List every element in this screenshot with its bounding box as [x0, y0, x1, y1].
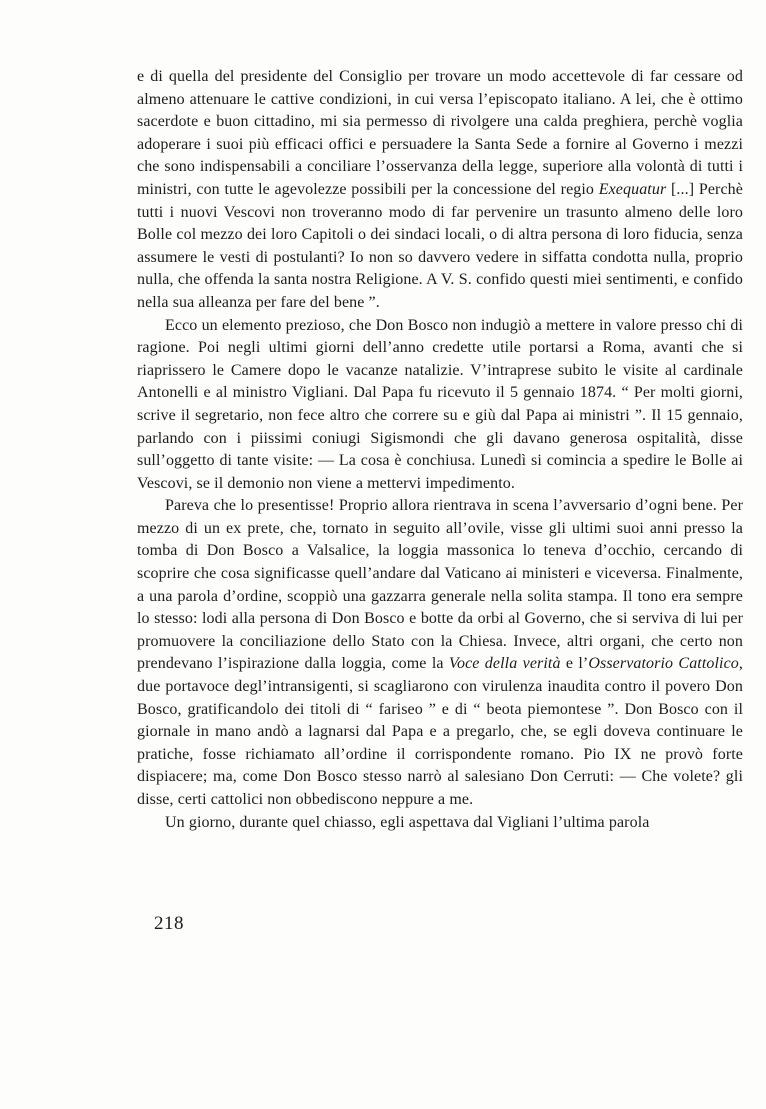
paragraph — [137, 315, 743, 496]
page-text — [137, 66, 743, 834]
page-number: 218 — [154, 913, 184, 934]
paragraph — [137, 495, 743, 811]
italic-text-run: Exequatur — [598, 180, 667, 198]
text-run: , due portavoce degl’intransigenti, si scagliarono con virulenza inaudita contro il povero Don Bosco, gratificandolo dei titoli di “ fariseo ” e di “ beota piemontese ”. Don Bosco con il giornale in mano andò a lagnarsi dal Papa e a pregarlo, che, se egli doveva continuare le pratiche, fosse richiamato all’ordine il corrispondente romano. Pio IX ne provò forte dispiacere; ma, come Don Bosco stesso narrò al salesiano Don Cerruti: — Che volete? gli disse, certi cattolici non obbediscono neppure a me. — [137, 655, 743, 808]
italic-text-run: Osservatorio Cattolico — [588, 655, 739, 673]
text-run: [...] Perchè tutti i nuovi Vescovi non troveranno modo di far pervenire un trasunto almeno delle loro Bolle col mezzo dei loro Capitoli o dei sindaci locali, o di altra persona di loro fiducia, senza assumere le vesti di postulanti? Io non so davvero vedere in siffatta condotta nulla, proprio nulla, che offenda la santa nostra Religione. A V. S. confido questi miei sentimenti, e confido nella sua alleanza per fare del bene ”. — [137, 180, 743, 311]
text-run: Pareva che lo presentisse! Proprio allora rientrava in scena l’avversario d’ogni bene. Per mezzo di un ex prete, che, tornato in seguito all’ovile, visse gli ultimi suoi anni presso la tomba di Don Bosco a Valsalice, la loggia massonica lo teneva d’occhio, cercando di scoprire che cosa significasse quell’andare dal Vaticano ai ministeri e viceversa. Finalmente, a una parola d’ordine, scoppiò una gazzarra generale nella solita stampa. Il tono era sempre lo stesso: lodi alla persona di Don Bosco e botte da orbi al Governo, che si serviva di lui per promuovere la conciliazione dello Stato con la Chiesa. Invece, altri organi, che certo non prendevano l’ispirazione dalla loggia, come la — [137, 497, 743, 673]
italic-text-run: Voce della verità — [448, 655, 561, 673]
paragraph — [137, 66, 743, 315]
text-run: Un giorno, durante quel chiasso, egli aspettava dal Vigliani l’ultima parola — [165, 813, 650, 831]
text-run: e l’ — [560, 655, 589, 673]
paragraph — [137, 812, 743, 835]
text-run: Ecco un elemento prezioso, che Don Bosco non indugiò a mettere in valore presso chi di ragione. Poi negli ultimi giorni dell’anno credette utile portarsi a Roma, avanti che si riaprissero le Camere dopo le vacanze natalizie. V’intraprese subito le visite al cardinale Antonelli e al ministro Vigliani. Dal Papa fu ricevuto il 5 gennaio 1874. “ Per molti giorni, scrive il segretario, non fece altro che correre su e giù dal Papa ai ministri ”. Il 15 gennaio, parlando con i piissimi coniugi Sigismondi che gli davano generosa ospitalità, disse sull’oggetto di tante visite: — La cosa è conchiusa. Lunedì si comincia a spedire le Bolle ai Vescovi, se il demonio non viene a mettervi impedimento. — [137, 316, 743, 492]
text-run: e di quella del presidente del Consiglio per trovare un modo accettevole di far cessare od almeno attenuare le cattive condizioni, in cui versa l’episcopato italiano. A lei, che è ottimo sacerdote e buon cittadino, mi sia permesso di rivolgere una calda preghiera, perchè voglia adoperare i suoi più efficaci offici e persuadere la Santa Sede a fornire al Governo i mezzi che sono indispensabili a conciliare l’osservanza della legge, superiore alla volontà di tutti i ministri, con tutte le agevolezze possibili per la concessione del regio — [137, 68, 743, 198]
